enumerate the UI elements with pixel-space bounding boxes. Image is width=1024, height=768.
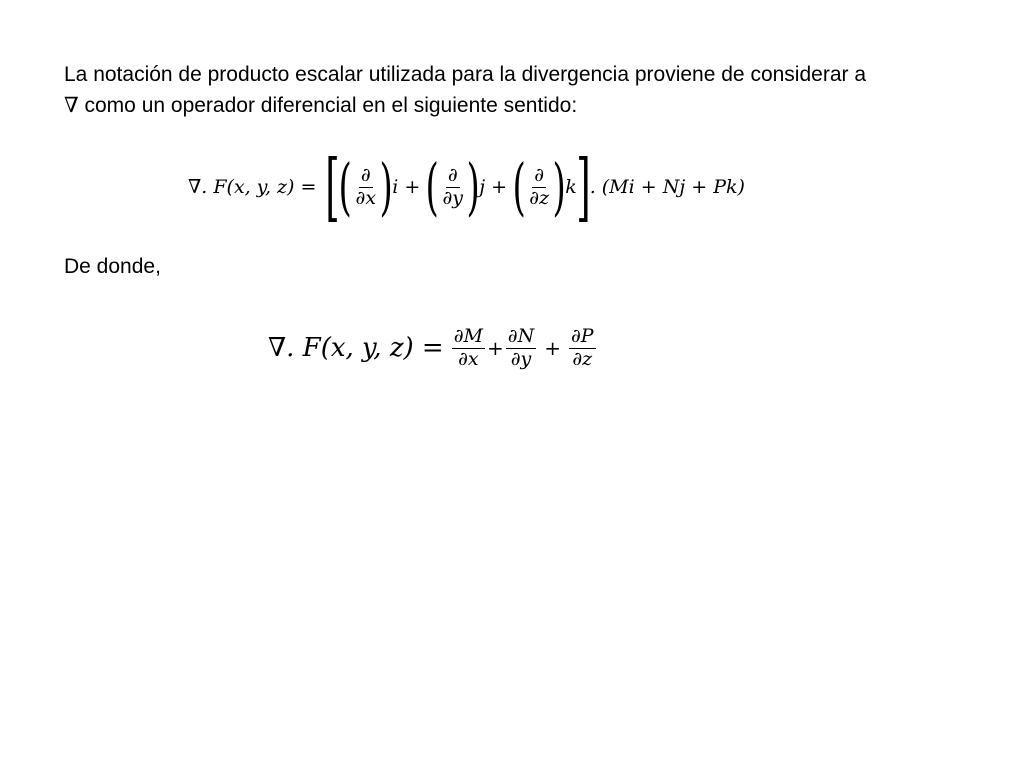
eq2-lhs: ∇. F(x, y, z) =: [268, 333, 444, 363]
partial-z-fraction: [527, 165, 551, 210]
left-paren-x: (: [338, 150, 353, 223]
dN-dy-fraction: [506, 326, 536, 371]
right-paren-x: ): [379, 150, 393, 223]
unit-vector-k: k: [565, 176, 577, 198]
dN-numerator: ∂N: [507, 324, 535, 347]
dz-denominator: ∂z: [572, 347, 593, 370]
unit-vector-i: i: [392, 176, 399, 198]
plus-sign-3: +: [487, 336, 504, 360]
eq1-lhs: ∇. F(x, y, z) =: [188, 176, 317, 198]
partial-x-denominator: ∂x: [355, 186, 377, 209]
plus-sign-2: +: [491, 176, 508, 198]
right-paren-y: ): [466, 150, 480, 223]
intro-paragraph: [64, 60, 866, 121]
divergence-result-equation: [268, 312, 598, 384]
divergence-operator-equation: [188, 144, 745, 230]
partial-y-denominator: ∂y: [442, 186, 464, 209]
plus-sign-4: +: [544, 336, 561, 360]
intro-line-1: La notación de producto escalar utilizada para la divergencia proviene de considerar a: [64, 63, 867, 86]
left-paren-y: (: [425, 150, 440, 223]
de-donde-text: De donde,: [64, 255, 161, 278]
unit-vector-j: j: [479, 176, 486, 198]
partial-y-fraction: [440, 165, 465, 210]
left-bracket: [: [325, 144, 341, 230]
left-paren-z: (: [512, 150, 526, 223]
right-bracket: ]: [576, 144, 591, 230]
dM-numerator: ∂M: [453, 324, 483, 347]
dP-dz-fraction: [569, 326, 596, 371]
right-paren-z: ): [552, 150, 566, 223]
partial-z-numerator: ∂: [534, 163, 545, 186]
eq1-rhs: . (Mi + Nj + Pk): [589, 176, 745, 198]
partial-y-numerator: ∂: [447, 163, 458, 186]
dx-denominator: ∂x: [458, 347, 479, 370]
intro-line-2: [64, 90, 866, 121]
dM-dx-fraction: [452, 326, 485, 371]
plus-sign-1: +: [404, 176, 421, 198]
partial-x-fraction: [354, 165, 379, 210]
partial-x-numerator: ∂: [360, 163, 371, 186]
partial-z-denominator: ∂z: [529, 186, 550, 209]
intro-line-2-text: como un operador diferencial en el siguiente sentido:: [78, 94, 578, 117]
dP-numerator: ∂P: [570, 324, 594, 347]
nabla-symbol: ∇: [64, 93, 79, 117]
dy-denominator: ∂y: [510, 347, 532, 370]
